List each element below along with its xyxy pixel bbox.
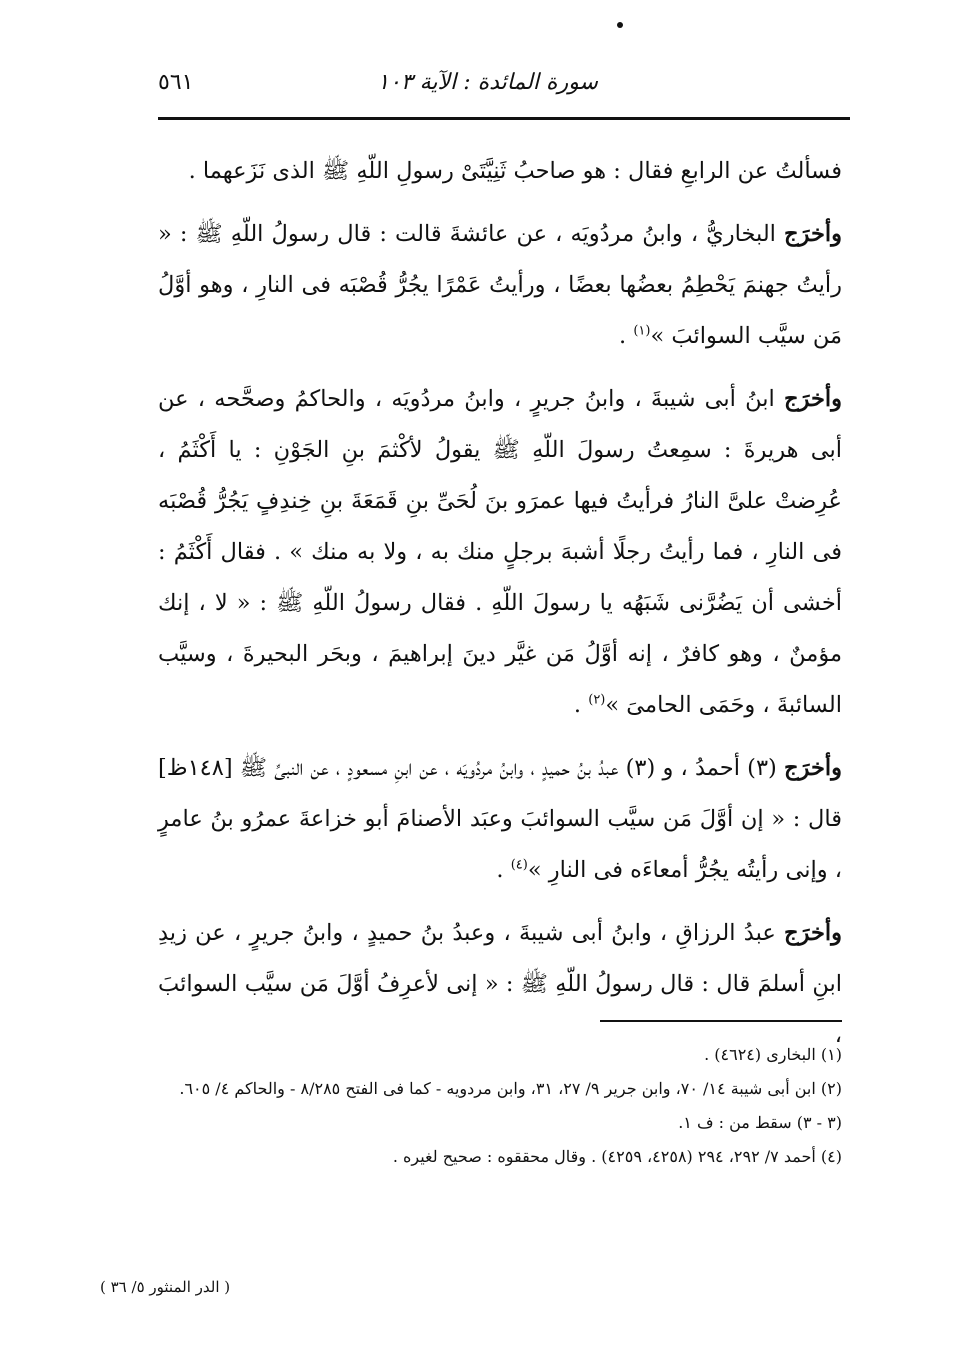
main-text [158,146,842,1061]
paragraph-3-lead: وأخرَج [784,386,842,412]
paragraph-2-lead: وأخرَج [784,221,842,247]
paragraph-4-end: . [496,857,511,883]
paragraph-5-text: عبدُ الرزاقِ ، وابنُ أبى شيبةَ ، وعبدُ بنُ حميدٍ ، وابنُ جريرٍ ، عن زيدِ ابنِ أسلمَ قال : قال رسولُ اللّهِ ﷺ : « إنى لأعرِفُ أوَّلَ مَن سيَّب السوائبَ ، [158,920,842,1048]
paragraph-1 [158,146,842,197]
footnote-3: (٣ - ٣) سقط من : ف ١. [678,1113,842,1132]
paragraph-5-lead: وأخرَج [784,920,842,946]
running-title: سورة المائدة : الآية ١٠٣ [377,70,598,95]
paragraph-2-text: البخاريُّ ، وابنُ مردُويَه ، عن عائشةَ قالت : قال رسولُ اللّهِ ﷺ : « رأيتُ جهنمَ يَحْطِمُ بعضُها بعضًا ، ورأيتُ عَمْرًا يجُرُّ قُصْبَه فى النارِ ، وهو أوَّلُ مَن سيَّب السوائبَ » [158,221,842,349]
header-rule [158,117,850,120]
footnote-4: (٤) أحمد ٧/ ٢٩٢، ٢٩٤ (٤٢٥٨، ٤٢٥٩) . وقال محققوه : صحيح لغيره . [392,1147,842,1166]
footnote-ref-1: (١) [633,323,651,339]
paragraph-4-text: (٣) أحمدُ ، و (٣) عبدُ بنُ حميدٍ ، وابنُ مردُويَه ، عن ابنِ مسعودٍ ، عن النبىِّ ﷺ [١٤٨ظ] قال : « إن أوَّلَ مَن سيَّب السوائبَ وعبَد الأصنامَ أبو خزاعةَ عمرُو بنُ عامرٍ ، وإنى رأيتُه يجُرُّ أمعاءَه فى النارِ » [158,755,842,883]
footnote-2: (٢) ابن أبى شيبة ١٤/ ٧٠، وابن جرير ٩/ ٢٧، ٣١، وابن مردويه - كما فى الفتح ٨/٢٨٥ - والحاكم ٤/ ٦٠٥. [179,1079,842,1098]
paragraph-4-lead: وأخرَج [784,755,842,781]
paragraph-4 [158,743,842,896]
paragraph-3-end: . [573,692,589,718]
ink-dot [617,22,623,28]
footnote-1: (١) البخارى (٤٦٢٤) . [704,1045,842,1064]
footnote-ref-2: (٢) [588,692,606,708]
paragraph-2 [158,209,842,362]
paragraph-3 [158,374,842,731]
paragraph-2-end: . [619,323,634,349]
page-number: ٥٦١ [158,70,194,95]
running-head [158,70,838,104]
footnote-rule [600,1020,842,1022]
paragraph-1-text: فسألتُ عن الرابعِ فقال : هو صاحبُ ثَنِيَّتَىْ رسولِ اللّهِ ﷺ الذى نَزَعهما . [188,158,842,184]
footnote-ref-4: (٤) [510,857,528,873]
footnotes [158,1038,842,1174]
source-line: ( الدر المنثور ٥/ ٣٦ ) [100,1278,231,1296]
paragraph-3-text: ابنُ أبى شيبةَ ، وابنُ جريرٍ ، وابنُ مردُويَه ، والحاكمُ وصحَّحه ، عن أبى هريرةَ : سمِعتُ رسولَ اللّهِ ﷺ يقولُ لأكْثمَ بنِ الجَوْنِ : يا أَكْثَمُ ، عُرِضتْ علىَّ النارُ فرأيتُ فيها عمرَو بنَ لُحَىِّ بنِ قَمَعَةَ بنِ خِندِفٍ يَجُرُّ قُصْبَه فى النارِ ، فما رأيتُ رجلًا أشبهَ برجلٍ منك به ، ولا به منك » . فقال أَكْثَمُ : أخشى أن يَضُرَّنى شَبَهُه يا رسولَ اللّهِ . فقال رسولُ اللّهِ ﷺ : « لا ، إنك مؤمنٌ ، وهو كافرٌ ، إنه أوَّلُ مَن غيَّر دينَ إبراهيمَ ، وبحَر البحيرةَ ، وسيَّب السائبةَ ، وحَمَى الحامىَ » [158,386,842,718]
